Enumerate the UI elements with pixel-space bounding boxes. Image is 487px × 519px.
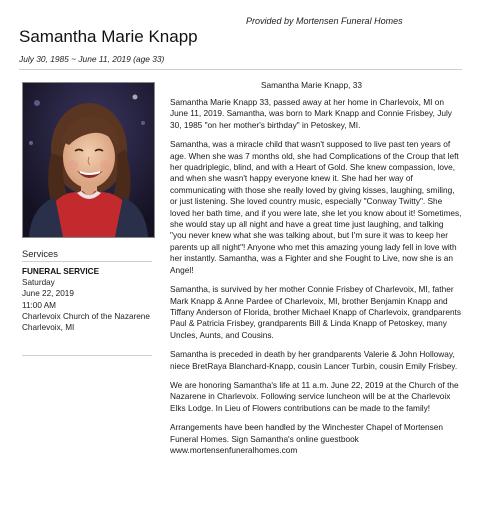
service-date: June 22, 2019: [22, 289, 74, 299]
provided-by-text: Provided by Mortensen Funeral Homes: [246, 16, 403, 26]
obituary-title: Samantha Marie Knapp, 33: [260, 80, 362, 90]
life-dates: July 30, 1985 ~ June 11, 2019 (age 33): [19, 54, 165, 64]
services-divider-bottom: [22, 355, 152, 356]
obituary-paragraph: Samantha is preceded in death by her grandparents Valerie & John Holloway, niece BretRaya Blanchard-Knapp, cousin Lancer Turbin, cousin Emily Frisbey.: [170, 349, 458, 371]
portrait-photo-icon: [23, 83, 154, 237]
obituary-paragraph: Samantha Marie Knapp 33, passed away at her home in Charlevoix, MI on June 11, 2019. Samantha, was born to Mark Knapp and Connie Frisbey, July 30, 1985 "on her mother's birthday" in Petoskey, MI.: [170, 97, 452, 130]
obituary-paragraph: Samantha, was a miracle child that wasn't supposed to live past ten years of age. When she was 7 months old, she had Complications of the Croup that left her quadriplegic, blind, and with a Heart of Gold. She knew compassion, love, and when she wasn't happy everyone knew it. She had her way of communicating with those she really loved by giving kisses, laughing, smiling, or just listening. She loved country music, especially "Conway Twitty". She loved her bath time, and if you were late, she let you know about it! Sometimes, she would stay up all night and have a great time just laughing, and talking "you never knew what she was talking about, but I'm sure it was to keep her parents up all night"! Anyone who met this amazing young lady fell in love with her instantly. Samantha, was a Fighter and she Fought to Live, now she is an Angel!: [170, 139, 462, 275]
services-heading: Services: [22, 248, 58, 259]
obituary-paragraph: We are honoring Samantha's life at 11 a.m. June 22, 2019 at the Church of the Nazarene in Charlevoix. Following service luncheon will be at the Charlevoix Elks Lodge. In Lieu of Flowers contributions can be made to the family!: [170, 379, 459, 413]
service-day: Saturday: [22, 278, 55, 288]
service-time: 11:00 AM: [22, 300, 56, 310]
service-details: [22, 266, 152, 333]
obituary-body: [170, 97, 462, 464]
service-type: FUNERAL SERVICE: [22, 267, 100, 276]
service-venue: Charlevoix Church of the Nazarene: [22, 311, 150, 321]
header-divider: [19, 69, 462, 70]
obituary-paragraph: Samantha, is survived by her mother Connie Frisbey of Charlevoix, MI, father Mark Knapp & Anne Pardee of Charlevoix, MI, brother Benjamin Knapp and Tiffany Anderson of Florida, brother Michael Knapp of Charlevoix, grandparents Paul & Patricia Frisbey, grandparents Bill & Linda Knapp of Petoskey, many Uncles, Aunts, and Cousins.: [170, 284, 462, 340]
portrait-photo: [22, 82, 155, 238]
services-divider-top: [22, 261, 152, 262]
page-title: Samantha Marie Knapp: [19, 27, 198, 46]
service-city: Charlevoix, MI: [22, 323, 75, 333]
obituary-paragraph: Arrangements have been handled by the Winchester Chapel of Mortensen Funeral Homes. Sign Samantha's online guestbook www.mortensenfuneralhomes.com: [170, 422, 444, 455]
